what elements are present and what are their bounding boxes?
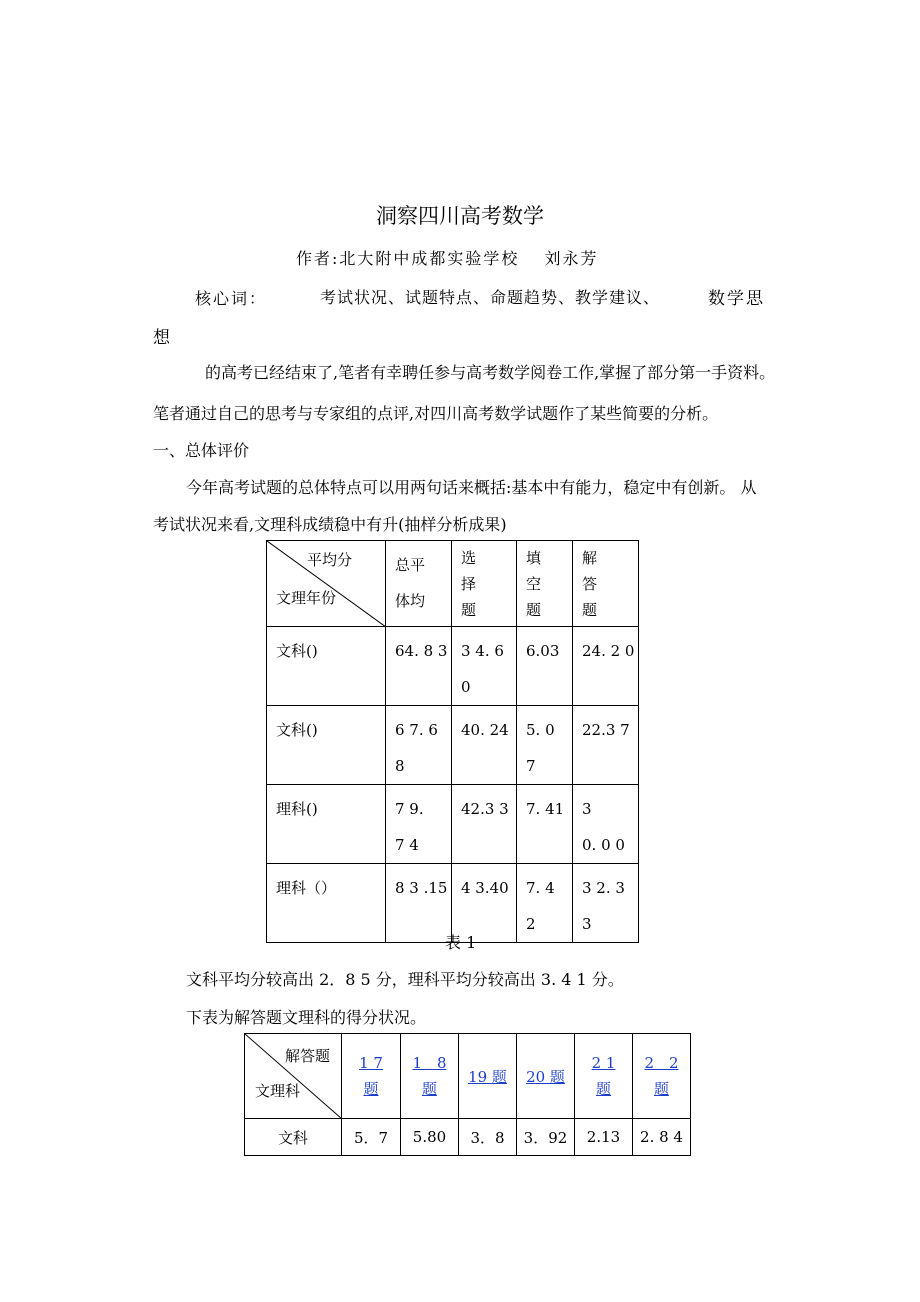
row-label: 文科() xyxy=(267,627,386,706)
intro-line-2: 笔者通过自己的思考与专家组的点评,对四川高考数学试题作了某些简要的分析。 xyxy=(153,404,719,423)
corner-top-label: 平均分 xyxy=(307,551,353,569)
corner-bottom-label: 文理科 xyxy=(255,1082,301,1100)
table-row xyxy=(267,785,639,864)
table-header-cell xyxy=(573,541,639,627)
keywords-text: 考试状况、试题特点、命题趋势、教学建议、 xyxy=(320,288,661,307)
header-text: 答 xyxy=(582,575,598,593)
table-cell: 5．7 xyxy=(342,1119,401,1156)
table-cell: 2. 8 4 xyxy=(633,1119,691,1156)
table2-corner-cell xyxy=(245,1034,342,1119)
summary-line: 文科平均分较高出 2．8 5 分，理科平均分较高出 3. 4 1 分。 xyxy=(186,970,624,989)
table-cell: 6 7. 6 8 xyxy=(386,706,452,785)
table-cell: 8 3 .15 xyxy=(386,864,452,943)
table-header-cell xyxy=(386,541,452,627)
table-cell: 40. 24 xyxy=(452,706,517,785)
header-text: 选 xyxy=(461,549,477,567)
question-20-link[interactable]: 20 题 xyxy=(517,1034,575,1119)
table-row xyxy=(267,627,639,706)
answer-score-table xyxy=(244,1033,691,1156)
section-paragraph-line-2: 考试状况来看,文理科成绩稳中有升(抽样分析成果) xyxy=(153,515,507,534)
score-table xyxy=(266,540,639,943)
table-cell: 3．92 xyxy=(517,1119,575,1156)
table-cell: 5. 0 7 xyxy=(517,706,573,785)
table-cell: 7. 4 2 xyxy=(517,864,573,943)
keywords-label: 核心词： xyxy=(195,289,268,308)
table-caption: 表 1 xyxy=(445,933,477,952)
question-21-link[interactable]: 2 1 题 xyxy=(575,1034,633,1119)
table-cell: 3 0. 0 0 xyxy=(573,785,639,864)
table-cell: 2.13 xyxy=(575,1119,633,1156)
table-cell: 6.03 xyxy=(517,627,573,706)
header-text: 体均 xyxy=(395,592,426,610)
corner-bottom-label: 文理年份 xyxy=(276,589,337,607)
table-cell: 7. 41 xyxy=(517,785,573,864)
table-header-cell xyxy=(452,541,517,627)
header-text: 题 xyxy=(526,601,542,619)
header-text: 题 xyxy=(582,601,598,619)
section-paragraph-line-1: 今年高考试题的总体特点可以用两句话来概括:基本中有能力，稳定中有创新。 从 xyxy=(186,478,757,497)
author-line: 作者:北大附中成都实验学校 刘永芳 xyxy=(296,249,599,268)
header-text: 空 xyxy=(526,575,542,593)
row-label: 文科() xyxy=(267,706,386,785)
question-18-link[interactable]: 1 8 题 xyxy=(401,1034,459,1119)
row-label: 理科（） xyxy=(267,864,386,943)
table-row xyxy=(245,1119,691,1156)
question-19-link[interactable]: 19 题 xyxy=(459,1034,517,1119)
row-label: 文科 xyxy=(245,1119,342,1156)
intro-line-1: 的高考已经结束了,笔者有幸聘任参与高考数学阅卷工作,掌握了部分第一手资料。 xyxy=(205,363,776,382)
table-cell: 22.3 7 xyxy=(573,706,639,785)
corner-top-label: 解答题 xyxy=(285,1047,331,1065)
row-label: 理科() xyxy=(267,785,386,864)
table-cell: 7 9. 7 4 xyxy=(386,785,452,864)
keywords-text-end: 数学思 xyxy=(708,289,765,309)
page-title: 洞察四川高考数学 xyxy=(376,204,544,228)
table-cell: 42.3 3 xyxy=(452,785,517,864)
header-text: 总平 xyxy=(395,556,426,574)
keywords-continuation: 想 xyxy=(153,328,170,348)
table-header-cell xyxy=(517,541,573,627)
header-text: 解 xyxy=(582,549,598,567)
header-text: 择 xyxy=(461,575,477,593)
table-cell: 24. 2 0 xyxy=(573,627,639,706)
table-cell: 4 3.40 xyxy=(452,864,517,943)
table-cell: 3 2. 3 3 xyxy=(573,864,639,943)
section-heading: 一、总体评价 xyxy=(153,441,250,460)
table-row xyxy=(267,706,639,785)
table-cell: 3．8 xyxy=(459,1119,517,1156)
question-22-link[interactable]: 2 2 题 xyxy=(633,1034,691,1119)
table2-intro: 下表为解答题文理科的得分状况。 xyxy=(186,1008,427,1027)
header-text: 填 xyxy=(526,549,542,567)
table-cell: 3 4. 6 0 xyxy=(452,627,517,706)
header-text: 题 xyxy=(461,601,477,619)
table-cell: 5.80 xyxy=(401,1119,459,1156)
table-corner-cell xyxy=(267,541,386,627)
table-cell: 64. 8 3 xyxy=(386,627,452,706)
question-17-link[interactable]: 1 7 题 xyxy=(342,1034,401,1119)
